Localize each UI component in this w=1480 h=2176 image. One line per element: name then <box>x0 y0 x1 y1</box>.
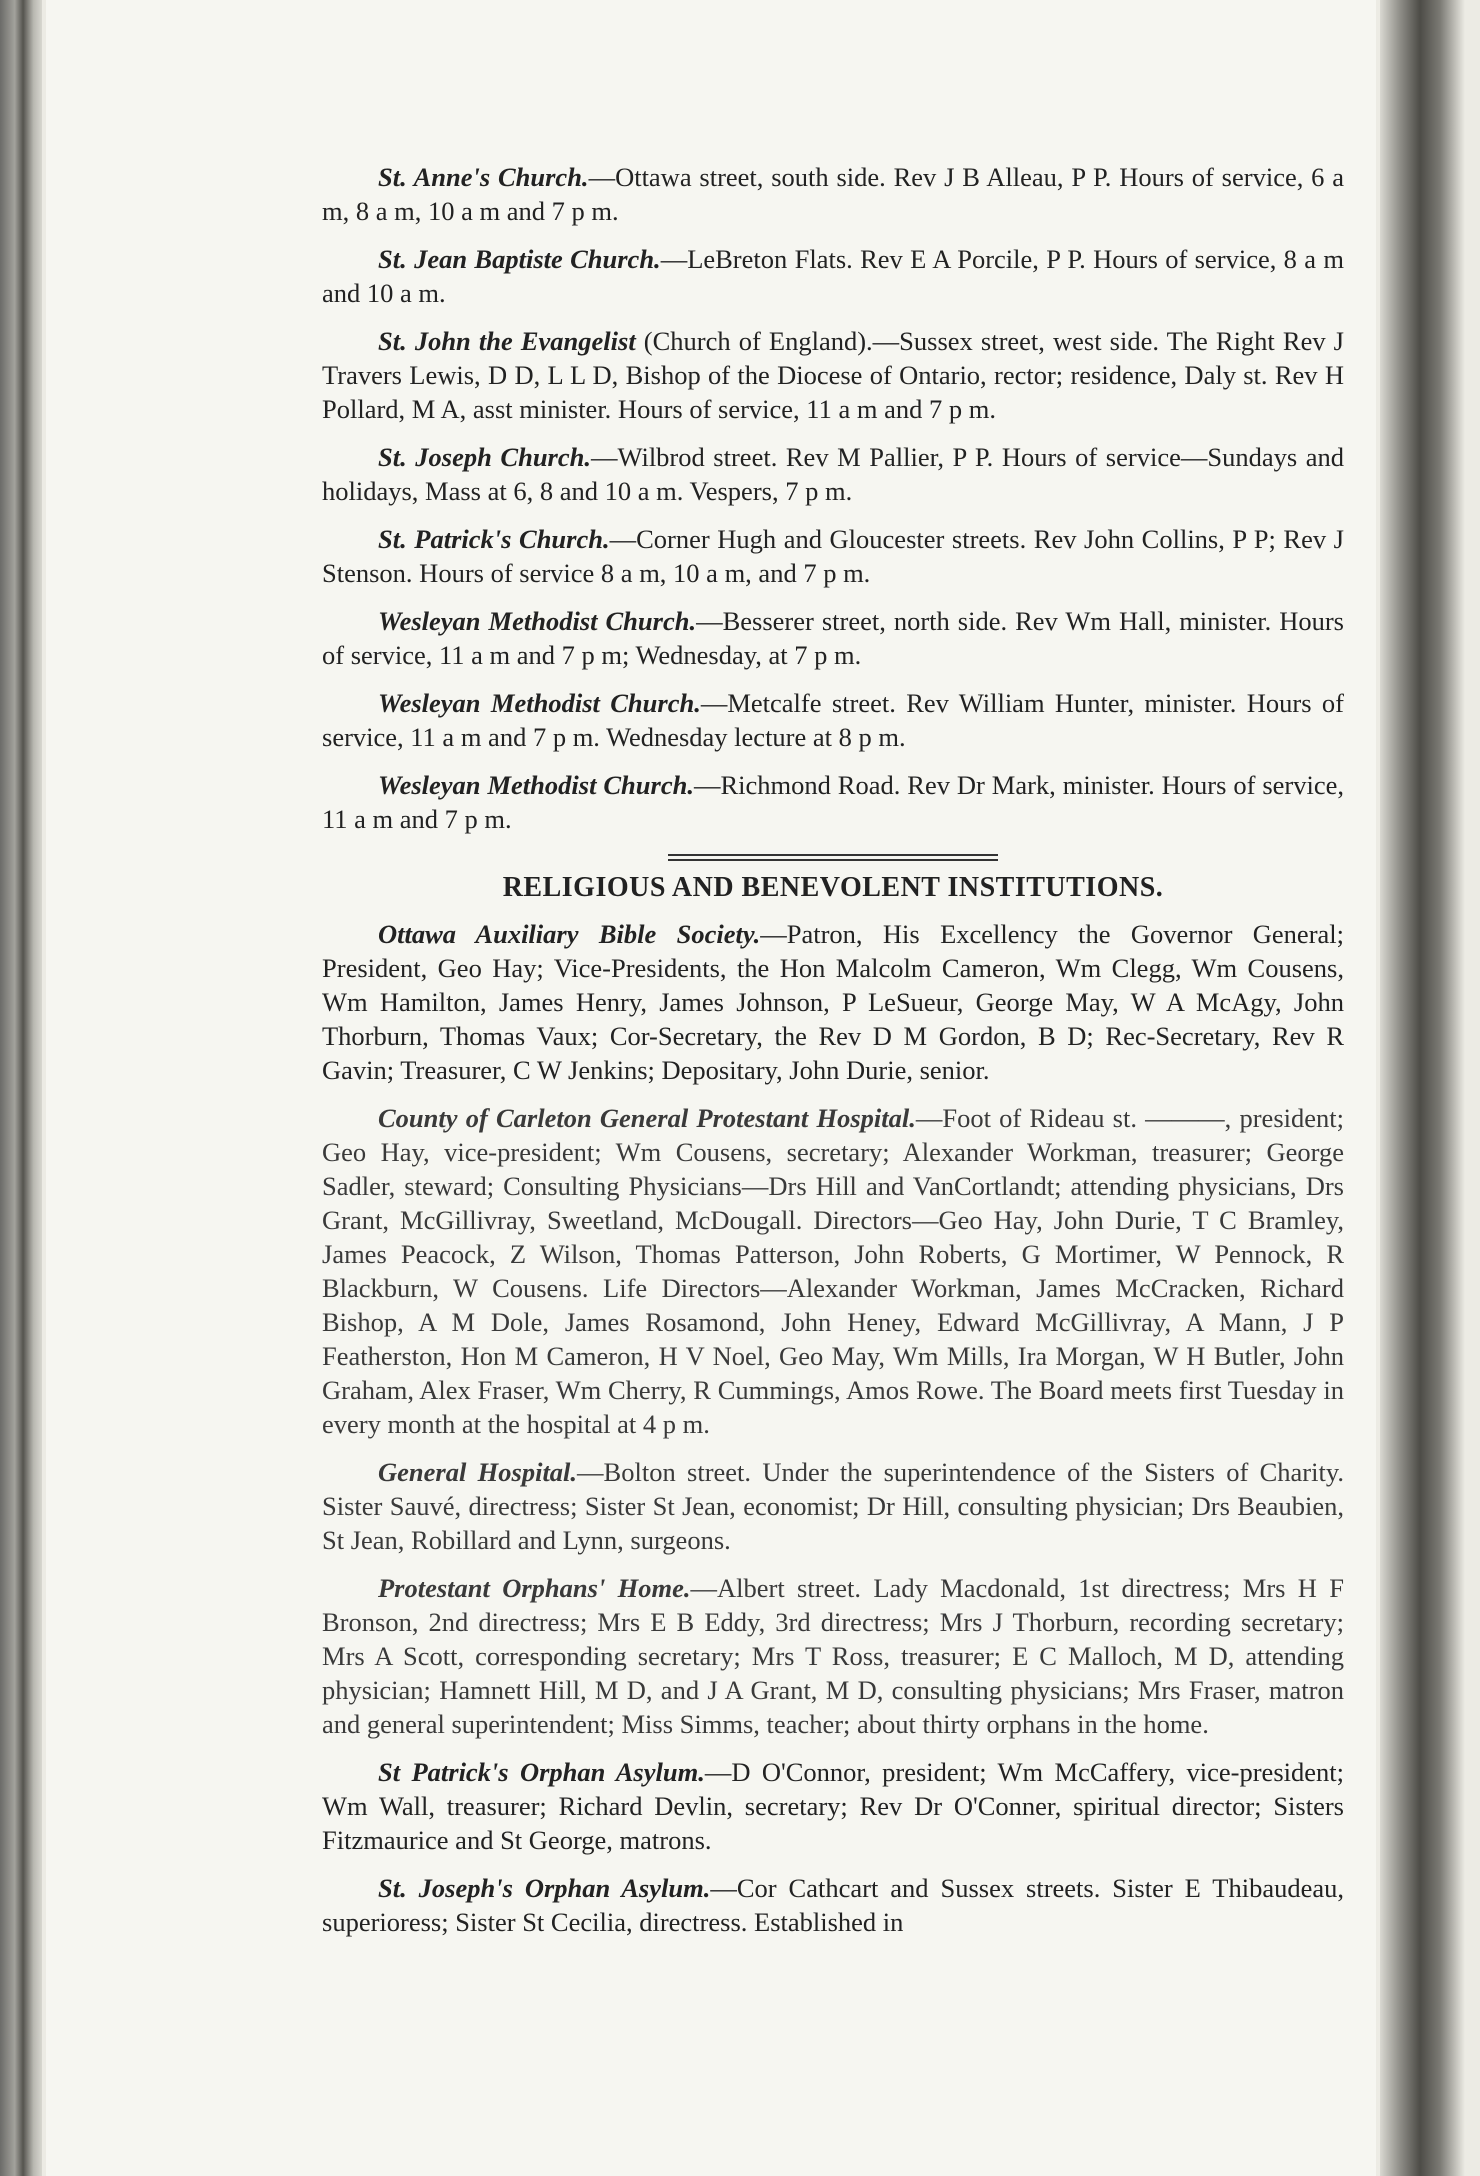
entry-name: St. John the Evangelist <box>378 326 636 356</box>
entry-name: Protestant Orphans' Home. <box>378 1573 691 1603</box>
book-spine-right <box>1380 0 1480 2176</box>
entry-text: —D O'Connor, president; Wm McCaffery, vice-president; Wm Wall, treasurer; Richard Devlin, secretary; Rev Dr O'Conner, spiritual director; Sisters Fitzmaurice and St George, matrons. <box>322 1757 1344 1855</box>
section-heading: RELIGIOUS AND BENEVOLENT INSTITUTIONS. <box>502 872 1164 903</box>
entry-name: Wesleyan Methodist Church. <box>378 688 701 718</box>
church-entry <box>322 160 1344 228</box>
entry-name: St. Joseph Church. <box>378 442 591 472</box>
entry-text: —Bolton street. Under the superintendence of the Sisters of Charity. Sister Sauvé, directress; Sister St Jean, economist; Dr Hill, consulting physician; Drs Beaubien, St Jean, Robillard and Lynn, surgeons. <box>322 1457 1344 1555</box>
entry-name: St. Patrick's Church. <box>378 524 610 554</box>
church-entry <box>322 324 1344 426</box>
entry-text: —Ottawa street, south side. Rev J B Alleau, P P. Hours of service, 6 a m, 8 a m, 10 a m and 7 p m. <box>322 162 1344 226</box>
institution-entry <box>322 1101 1344 1441</box>
entry-text: (Church of England).—Sussex street, west side. The Right Rev J Travers Lewis, D D, L L D, Bishop of the Diocese of Ontario, rector; residence, Daly st. Rev H Pollard, M A, asst minister. Hours of service, 11 a m and 7 p m. <box>322 326 1344 424</box>
entry-name: County of Carleton General Protestant Hospital. <box>378 1103 916 1133</box>
section-divider <box>668 854 998 861</box>
church-entry <box>322 604 1344 672</box>
institution-entry <box>322 917 1344 1087</box>
entry-name: St. Anne's Church. <box>378 162 589 192</box>
institution-entry <box>322 1571 1344 1741</box>
church-entry <box>322 242 1344 310</box>
church-entry <box>322 522 1344 590</box>
entry-text: —Metcalfe street. Rev William Hunter, minister. Hours of service, 11 a m and 7 p m. Wednesday lecture at 8 p m. <box>322 688 1345 752</box>
directory-page <box>46 0 1376 2176</box>
entry-text: —Besserer street, north side. Rev Wm Hall, minister. Hours of service, 11 a m and 7 p m; Wednesday, at 7 p m. <box>322 606 1344 670</box>
entry-text: —Albert street. Lady Macdonald, 1st directress; Mrs H F Bronson, 2nd directress; Mrs E B Eddy, 3rd directress; Mrs J Thorburn, recording secretary; Mrs A Scott, corresponding secretary; Mrs T Ross, treasurer; E C Malloch, M D, attending physician; Hamnett Hill, M D, and J A Grant, M D, consulting physicians; Mrs Fraser, matron and general superintendent; Miss Simms, teacher; about thirty orphans in the home. <box>322 1573 1344 1739</box>
entry-text: —Corner Hugh and Gloucester streets. Rev John Collins, P P; Rev J Stenson. Hours of service 8 a m, 10 a m, and 7 p m. <box>322 524 1344 588</box>
church-entry <box>322 768 1344 836</box>
entry-name: Wesleyan Methodist Church. <box>378 606 697 636</box>
church-entry <box>322 686 1344 754</box>
entry-text: —Richmond Road. Rev Dr Mark, minister. Hours of service, 11 a m and 7 p m. <box>322 770 1344 834</box>
entry-name: Wesleyan Methodist Church. <box>378 770 694 800</box>
institution-entry <box>322 1755 1344 1857</box>
entry-name: St. Jean Baptiste Church. <box>378 244 661 274</box>
book-spine-left <box>0 0 42 2176</box>
entry-text: —Wilbrod street. Rev M Pallier, P P. Hours of service—Sundays and holidays, Mass at 6, 8 and 10 a m. Vespers, 7 p m. <box>322 442 1344 506</box>
page-content <box>322 160 1344 1953</box>
entry-name: St. Joseph's Orphan Asylum. <box>378 1873 711 1903</box>
entry-text: —Cor Cathcart and Sussex streets. Sister E Thibaudeau, superioress; Sister St Cecilia, directress. Established in <box>322 1873 1344 1937</box>
entry-name: General Hospital. <box>378 1457 578 1487</box>
entry-text: —Patron, His Excellency the Governor General; President, Geo Hay; Vice-Presidents, the Hon Malcolm Cameron, Wm Clegg, Wm Cousens, Wm Hamilton, James Henry, James Johnson, P LeSueur, George May, W A McAgy, John Thorburn, Thomas Vaux; Cor-Secretary, the Rev D M Gordon, B D; Rec-Secretary, Rev R Gavin; Treasurer, C W Jenkins; Depositary, John Durie, senior. <box>322 919 1344 1085</box>
institution-entry <box>322 1455 1344 1557</box>
institution-entry <box>322 1871 1344 1939</box>
church-entry <box>322 440 1344 508</box>
entry-name: Ottawa Auxiliary Bible Society. <box>378 919 761 949</box>
entry-text: —Foot of Rideau st. ———, president; Geo Hay, vice-president; Wm Cousens, secretary; Alexander Workman, treasurer; George Sadler, steward; Consulting Physicians—Drs Hill and VanCortlandt; attending physicians, Drs Grant, McGillivray, Sweetland, McDougall. Directors—Geo Hay, John Durie, T C Bramley, James Peacock, Z Wilson, Thomas Patterson, John Roberts, G Mortimer, W Pennock, R Blackburn, W Cousens. Life Directors—Alexander Workman, James McCracken, Richard Bishop, A M Dole, James Rosamond, John Heney, Edward McGillivray, A Mann, J P Featherston, Hon M Cameron, H V Noel, Geo May, Wm Mills, Ira Morgan, W H Butler, John Graham, Alex Fraser, Wm Cherry, R Cummings, Amos Rowe. The Board meets first Tuesday in every month at the hospital at 4 p m. <box>322 1103 1344 1439</box>
entry-text: —LeBreton Flats. Rev E A Porcile, P P. Hours of service, 8 a m and 10 a m. <box>322 244 1344 308</box>
entry-name: St Patrick's Orphan Asylum. <box>378 1757 705 1787</box>
